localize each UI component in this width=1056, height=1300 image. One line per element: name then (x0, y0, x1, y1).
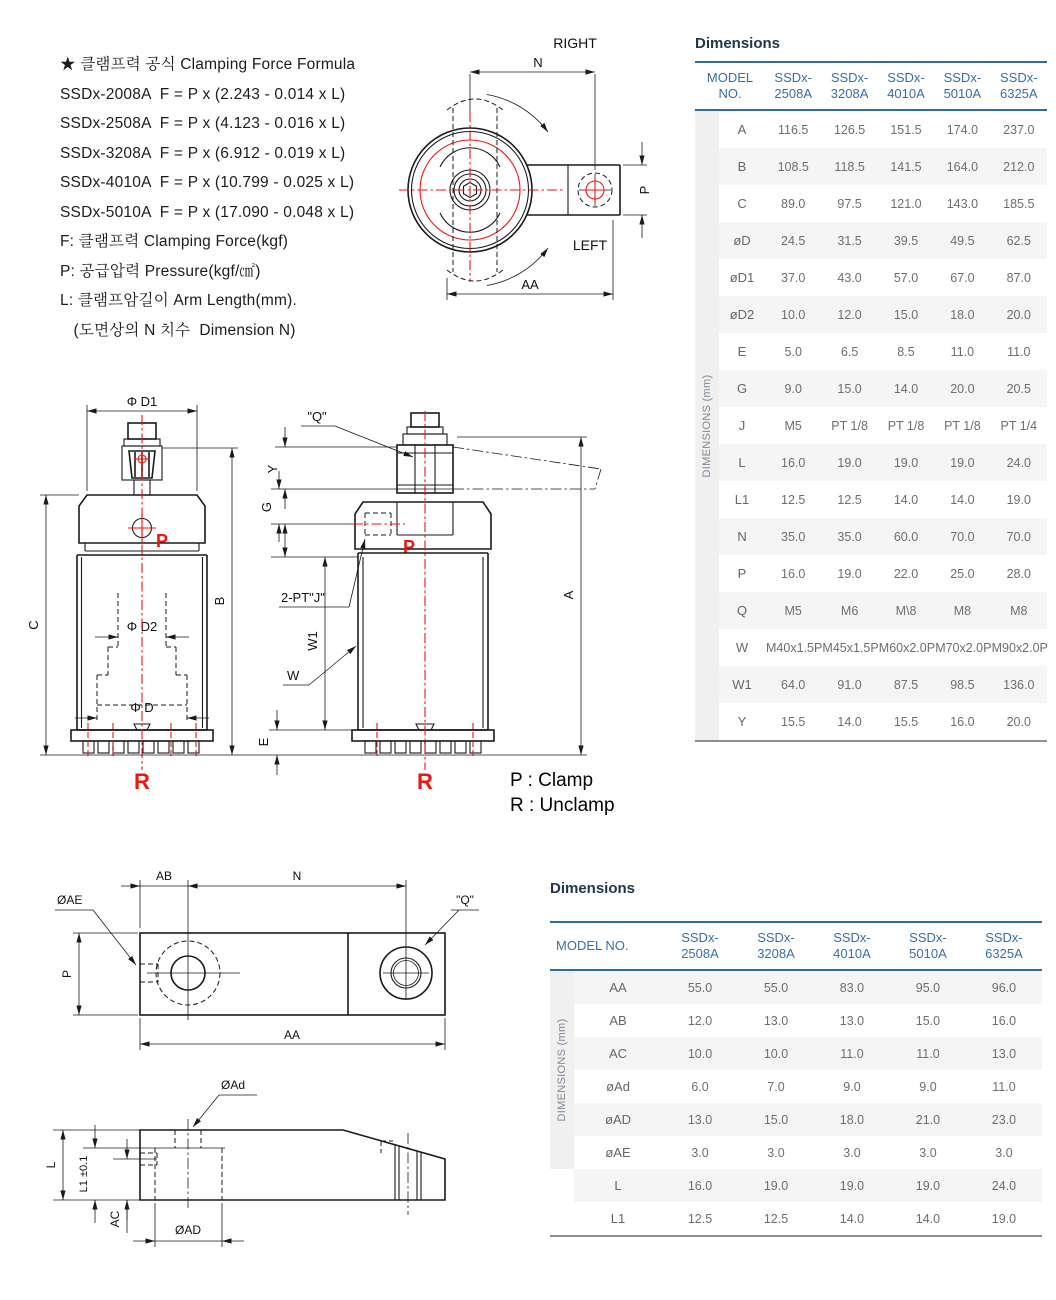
dimension-value: 89.0 (781, 196, 806, 211)
dimension-value: 67.0 (950, 270, 975, 285)
dim-w1: W1 (305, 631, 320, 651)
formula-line: SSDx-4010A F = P x (10.799 - 0.025 x L) (60, 174, 355, 191)
p-port-label: P (155, 531, 169, 551)
dim-q: "Q" (307, 409, 327, 424)
dimension-row (695, 148, 1047, 185)
top-view-drawing (395, 30, 685, 325)
dimension-value: 164.0 (934, 148, 990, 185)
table-title: Dimensions (550, 880, 636, 897)
column-header: SSDx- 2508A (681, 930, 719, 961)
dimension-label: øAD (574, 1103, 662, 1136)
dimension-value: 14.0 (878, 370, 934, 407)
dimension-value: 13.0 (763, 1013, 789, 1028)
dim-e: E (256, 737, 271, 747)
dimension-value: 6.5 (840, 344, 859, 359)
dimension-value: 12.5 (687, 1211, 713, 1226)
dim-n: N (533, 55, 543, 70)
dimension-value: 87.0 (1006, 270, 1031, 285)
dimension-value: 14.0 (915, 1211, 941, 1226)
formula-title: ★ 클램프력 공식 Clamping Force Formula (60, 56, 356, 73)
r-port-label: R (417, 769, 433, 794)
port-legend (510, 768, 615, 818)
dimension-row (550, 1202, 1042, 1236)
dimension-value: 57.0 (893, 270, 919, 285)
dimension-value: 8.5 (897, 344, 915, 359)
formula-line: SSDx-2508A F = P x (4.123 - 0.016 x L) (60, 115, 346, 132)
dimension-value: 20.0 (991, 296, 1047, 333)
dimension-value: 174.0 (946, 122, 979, 137)
dimension-label: øD2 (719, 296, 765, 333)
column-header: SSDx- 5010A (909, 930, 947, 961)
dimension-value: 10.0 (662, 1037, 738, 1070)
dimension-value: M8 (934, 592, 990, 629)
dim-ac: AC (108, 1210, 122, 1228)
dim-l: L (44, 1161, 58, 1169)
dimension-value: M6 (821, 592, 877, 629)
dimension-row (695, 703, 1047, 741)
dimension-value: 5.0 (784, 344, 802, 359)
dimension-value: 16.0 (781, 566, 806, 581)
dimension-value: 49.5 (934, 222, 990, 259)
dimension-value: M60x2.0P (878, 640, 936, 655)
dimension-value: 10.0 (765, 296, 821, 333)
dim-p: P (637, 185, 652, 195)
dimension-label: Y (737, 714, 747, 729)
dimension-value: 14.0 (950, 492, 975, 507)
dimension-value: 118.5 (821, 148, 877, 185)
dimension-label: øD1 (729, 270, 755, 285)
dimension-value: M5 (765, 592, 821, 629)
dimension-label: B (719, 148, 765, 185)
model-no-header: MODEL NO. (556, 938, 629, 953)
arm-side-view-drawing (35, 1075, 510, 1275)
dimension-label: N (719, 518, 765, 555)
dimension-value: 11.0 (1007, 344, 1031, 359)
dimension-value: M\8 (878, 592, 934, 629)
dimension-row (695, 518, 1047, 555)
dimension-value: 3.0 (843, 1145, 861, 1160)
side-band-spacer (550, 1202, 574, 1236)
dimension-value: 15.0 (915, 1013, 941, 1028)
dimension-value: 15.5 (893, 714, 919, 729)
dimension-value: 18.0 (814, 1103, 890, 1136)
dimension-label: AC (574, 1037, 662, 1070)
column-header: SSDx- 6325A (985, 930, 1023, 961)
dimensions-table-body (695, 35, 1047, 742)
side-band (550, 970, 574, 1169)
formula-note: F: 클램프력 Clamping Force(kgf) (60, 233, 289, 250)
dimension-value: M70x2.0P (935, 640, 992, 655)
dimension-value: 20.5 (991, 370, 1047, 407)
dimension-label: W (735, 640, 749, 655)
dimension-row (550, 1070, 1042, 1103)
dimension-value: 14.0 (893, 492, 919, 507)
table-title: Dimensions (695, 35, 781, 52)
legend-clamp: P : Clamp (510, 770, 594, 791)
dimensions-table-arm (550, 880, 1042, 1237)
dimension-value: 64.0 (765, 666, 821, 703)
dimension-label: P (737, 566, 747, 581)
legend-unclamp: R : Unclamp (510, 795, 615, 816)
dimension-label: L1 (734, 492, 750, 507)
dim-c: C (26, 620, 41, 630)
dim-b: B (212, 596, 227, 606)
dim-aa: AA (283, 1028, 301, 1042)
dimension-value: 16.0 (991, 1013, 1017, 1028)
dimension-value: PT 1/8 (831, 418, 868, 433)
dimension-label: E (737, 344, 747, 359)
formula-note: L: 클램프암길이 Arm Length(mm). (60, 292, 297, 309)
dimension-value: 83.0 (814, 970, 890, 1004)
arm-plan-view-drawing (35, 858, 510, 1070)
dimension-label: J (738, 418, 746, 433)
dim-aa: AA (521, 277, 539, 292)
dimension-value: M90x2.0P (991, 640, 1048, 655)
dim-oae: ØAE (57, 893, 83, 907)
dimension-value: 97.5 (837, 196, 862, 211)
r-port-label: R (134, 769, 150, 794)
dimension-value: 13.0 (662, 1103, 738, 1136)
w-label: W (287, 668, 300, 683)
dimension-row (695, 222, 1047, 259)
dimension-row (695, 481, 1047, 518)
table-header-row (695, 62, 1047, 110)
dimension-value: 21.0 (890, 1103, 966, 1136)
dimension-value: 43.0 (837, 270, 862, 285)
column-header: SSDx- 4010A (833, 930, 871, 961)
dimension-label: L (719, 444, 765, 481)
dimension-value: 116.5 (778, 122, 809, 137)
dim-phi-d2: Φ D2 (126, 619, 158, 634)
dim-l1: L1 ±0.1 (78, 1155, 90, 1193)
dimension-value: 22.0 (893, 566, 919, 581)
dimension-label: L (574, 1169, 662, 1202)
dimension-row (695, 370, 1047, 407)
dimension-value: 20.0 (934, 370, 990, 407)
dimension-label: Q (719, 592, 765, 629)
dimension-value: 9.0 (919, 1079, 937, 1094)
dim-ab: AB (155, 869, 173, 883)
dimension-value: 39.5 (878, 222, 934, 259)
column-header: SSDx- 3208A (830, 70, 869, 101)
dim-n: N (292, 869, 302, 883)
column-header: SSDx- 5010A (943, 70, 982, 101)
dimension-value: 28.0 (1006, 566, 1031, 581)
column-header: SSDx- 3208A (757, 930, 795, 961)
dimension-value: 24.0 (966, 1169, 1042, 1202)
dimension-value: 9.0 (843, 1079, 861, 1094)
dimension-label: øAE (605, 1145, 631, 1160)
dimension-row (695, 407, 1047, 444)
dimension-value: 16.0 (662, 1169, 738, 1202)
dim-q: "Q" (456, 893, 474, 907)
dim-a: A (561, 590, 576, 600)
dimension-value: PT 1/4 (1000, 418, 1038, 433)
dimension-value: 12.5 (781, 492, 806, 507)
dimension-value: 3.0 (919, 1145, 937, 1160)
dimension-value: 62.5 (991, 222, 1047, 259)
dimension-label: øD (719, 222, 765, 259)
dimension-row (695, 185, 1047, 222)
dimension-value: 19.0 (821, 444, 877, 481)
dimension-value: 55.0 (738, 970, 814, 1004)
formula-note: P: 공급압력 Pressure(kgf/㎠) (60, 262, 261, 280)
dimension-row (695, 666, 1047, 703)
dimension-row (695, 629, 1047, 666)
dimension-value: 141.5 (878, 148, 934, 185)
dimension-value: 23.0 (966, 1103, 1042, 1136)
dimension-value: 9.0 (765, 370, 821, 407)
dimension-label: A (737, 122, 747, 137)
dimension-value: 35.0 (821, 518, 877, 555)
dim-phi-d: Φ D (130, 700, 154, 715)
column-header: SSDx- 2508A (774, 70, 812, 101)
dim-oad: ØAD (174, 1223, 202, 1237)
dimension-value: 3.0 (691, 1145, 709, 1160)
label-right: RIGHT (553, 35, 597, 51)
dimension-row (695, 296, 1047, 333)
dimension-value: 18.0 (934, 296, 990, 333)
dimension-label: øAd (606, 1079, 630, 1094)
dimension-value: 212.0 (991, 148, 1047, 185)
dimension-value: 19.0 (814, 1169, 890, 1202)
dimension-value: 95.0 (890, 970, 966, 1004)
p-port-label: P (402, 537, 416, 557)
dimension-value: 6.0 (691, 1079, 709, 1094)
dimension-value: 19.0 (1006, 492, 1031, 507)
dim-p: P (60, 969, 74, 979)
dimension-value: 13.0 (839, 1013, 865, 1028)
dimension-value: 15.0 (821, 370, 877, 407)
dimension-value: 98.5 (934, 666, 990, 703)
pt-j-label: 2-PT"J" (281, 590, 325, 605)
dimension-value: 108.5 (765, 148, 821, 185)
dimension-value: 96.0 (966, 970, 1042, 1004)
dimension-value: 15.0 (878, 296, 934, 333)
dim-g: G (259, 501, 274, 513)
dimension-value: 121.0 (890, 196, 922, 211)
dimensions-mm-side-label: DIMENSIONS (mm) (556, 1018, 568, 1122)
dimension-row (550, 1004, 1042, 1037)
dimension-value: 20.0 (1006, 714, 1031, 729)
dimension-value: 12.5 (837, 492, 862, 507)
dimension-value: 19.0 (934, 444, 990, 481)
dimension-value: 10.0 (738, 1037, 814, 1070)
dimension-value: 19.0 (890, 1169, 966, 1202)
dimension-value: 91.0 (821, 666, 877, 703)
dimension-value: 16.0 (950, 714, 975, 729)
dimension-value: 143.0 (946, 196, 979, 211)
dimension-value: 14.0 (837, 714, 862, 729)
dimension-value: 151.5 (890, 122, 922, 137)
dim-oad-small: ØAd (221, 1078, 246, 1092)
dimension-value: 11.0 (890, 1037, 966, 1070)
side-band (695, 110, 719, 741)
dimension-value: 13.0 (966, 1037, 1042, 1070)
dimension-row (550, 1136, 1042, 1169)
dimension-value: 11.0 (814, 1037, 890, 1070)
dimension-label: C (737, 196, 747, 211)
dimension-value: 25.0 (950, 566, 975, 581)
dimension-value: 24.5 (765, 222, 821, 259)
dimension-value: 136.0 (991, 666, 1047, 703)
dimension-row (695, 444, 1047, 481)
dimension-value: 126.5 (833, 122, 866, 137)
dimension-value: 15.0 (738, 1103, 814, 1136)
dimension-value: PT 1/8 (887, 418, 925, 433)
dimension-value: 7.0 (767, 1079, 785, 1094)
dimension-row (695, 592, 1047, 629)
dimension-label: AA (574, 970, 662, 1004)
dim-phi-d1: Φ D1 (126, 394, 158, 409)
label-left: LEFT (572, 237, 608, 253)
dimension-value: 185.5 (1003, 196, 1035, 211)
dimension-row (695, 259, 1047, 296)
dimensions-mm-side-label: DIMENSIONS (mm) (701, 374, 713, 477)
dimension-value: 14.0 (839, 1211, 865, 1226)
table-header-row (550, 922, 1042, 970)
dimension-value: 3.0 (767, 1145, 785, 1160)
dimension-value: 19.0 (738, 1169, 814, 1202)
dimension-value: M5 (784, 418, 802, 433)
dimension-value: 70.0 (934, 518, 990, 555)
dimension-value: PT 1/8 (944, 418, 981, 433)
dimension-value: 24.0 (991, 444, 1047, 481)
dimension-value: 237.0 (1003, 122, 1035, 137)
dimension-row (695, 333, 1047, 370)
formula-line: SSDx-5010A F = P x (17.090 - 0.048 x L) (60, 203, 355, 221)
side-band-spacer (550, 1169, 574, 1202)
dimension-value: 70.0 (991, 518, 1047, 555)
dimension-value: M45x1.5P (822, 640, 879, 655)
dimension-value: 11.0 (950, 344, 975, 359)
dimension-value: 31.5 (821, 222, 877, 259)
dimension-value: 55.0 (662, 970, 738, 1004)
dimension-value: 35.0 (765, 518, 821, 555)
dim-y: Y (265, 464, 280, 474)
formula-line: SSDx-2008A F = P x (2.243 - 0.014 x L) (60, 85, 346, 103)
dimension-row (695, 555, 1047, 592)
dimension-value: 19.0 (837, 566, 862, 581)
dimension-value: 60.0 (878, 518, 934, 555)
dimension-label: G (719, 370, 765, 407)
dimension-label: AB (609, 1013, 627, 1028)
dimension-value: 19.0 (991, 1211, 1017, 1226)
column-header: SSDx- 6325A (999, 70, 1038, 101)
dimension-value: 12.0 (821, 296, 877, 333)
dimension-value: M40x1.5P (766, 640, 823, 655)
dimension-label: L1 (610, 1211, 626, 1226)
dimension-row (550, 970, 1042, 1004)
formula-note: (도면상의 N 치수 Dimension N) (60, 321, 296, 339)
dimension-value: 3.0 (995, 1145, 1013, 1160)
dimension-value: 12.5 (763, 1211, 789, 1226)
dimension-row (550, 1169, 1042, 1202)
dimension-value: 87.5 (878, 666, 934, 703)
dimension-value: 37.0 (781, 270, 806, 285)
dimension-row (550, 1103, 1042, 1136)
dimension-value: 11.0 (992, 1079, 1016, 1094)
dimension-label: W1 (719, 666, 765, 703)
dimension-value: 12.0 (687, 1013, 713, 1028)
dimension-value: 16.0 (765, 444, 821, 481)
dimension-row (695, 110, 1047, 148)
formula-line: SSDx-3208A F = P x (6.912 - 0.019 x L) (60, 144, 346, 162)
column-header: SSDx- 4010A (887, 70, 925, 101)
model-no-header: MODEL NO. (706, 70, 754, 101)
dimension-value: M8 (991, 592, 1047, 629)
dimension-row (550, 1037, 1042, 1070)
dimension-value: 15.5 (781, 714, 806, 729)
dimension-value: 19.0 (878, 444, 934, 481)
